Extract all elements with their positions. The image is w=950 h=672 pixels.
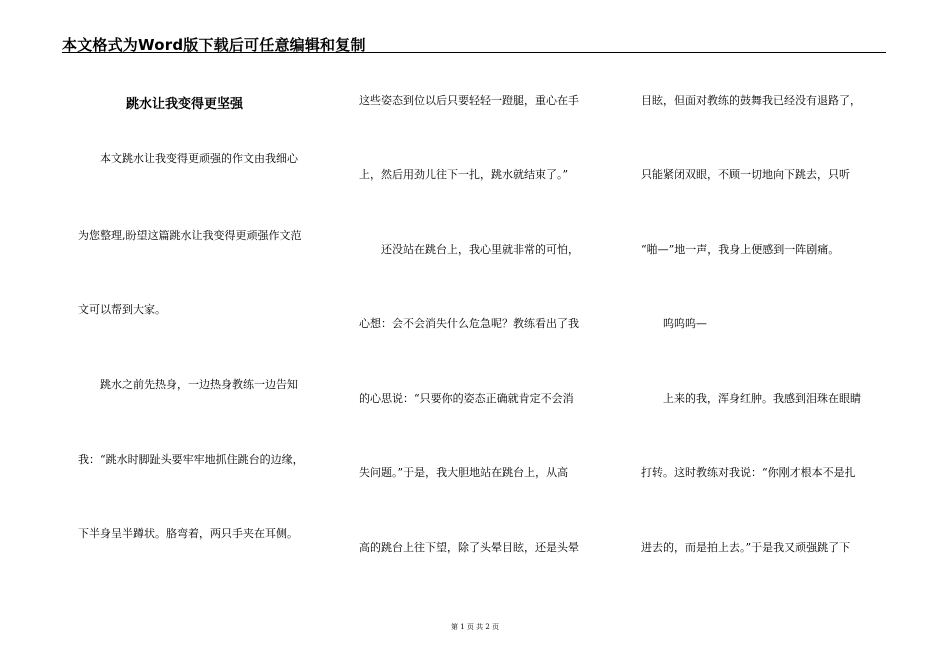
text-line: 高的跳台上往下望，除了头晕目眩，还是头晕 <box>359 541 579 554</box>
text-line: 跳水之前先热身，一边热身教练一边告知 <box>78 378 298 391</box>
text-column-1 <box>78 0 323 620</box>
text-line: 的心思说：“只要你的姿态正确就肯定不会消 <box>359 392 574 405</box>
text-line: 只能紧闭双眼，不顾一切地向下跳去，只听 <box>641 168 850 181</box>
text-line: 还没站在跳台上，我心里就非常的可怕， <box>359 243 579 256</box>
text-line: 下半身呈半蹲状。胳弯着，两只手夹在耳侧。 <box>78 527 298 540</box>
text-line: “啪—”地一声，我身上便感到一阵剧痛。 <box>641 243 840 256</box>
text-line: 我：“跳水时脚趾头要牢牢地抓住跳台的边缘， <box>78 453 304 466</box>
text-column-3 <box>641 0 886 620</box>
text-line: 上，然后用劲儿往下一扎，跳水就结束了。” <box>359 168 569 181</box>
text-line: 目眩，但面对教练的鼓舞我已经没有退路了， <box>641 94 861 107</box>
text-line: 文可以帮到大家。 <box>78 303 166 316</box>
text-line: 失问题。”于是，我大胆地站在跳台上，从高 <box>359 466 569 479</box>
text-line: 上来的我，浑身红肿。我感到泪珠在眼睛 <box>641 392 861 405</box>
text-line: 本文跳水让我变得更顽强的作文由我细心 <box>78 152 298 165</box>
text-line: 打转。这时教练对我说：“你刚才根本不是扎 <box>641 466 856 479</box>
text-line: 为您整理,盼望这篇跳水让我变得更顽强作文范 <box>78 229 302 242</box>
page-footer: 第 1 页 共 2 页 <box>450 623 500 631</box>
text-line: 这些姿态到位以后只要轻轻一蹬腿，重心在手 <box>359 94 579 107</box>
text-line: 进去的，而是拍上去。”于是我又顽强跳了下 <box>641 541 851 554</box>
text-line: 心想：会不会消失什么危急呢？教练看出了我 <box>359 317 579 330</box>
article-title: 跳水让我变得更坚强 <box>126 97 244 112</box>
text-column-2 <box>359 0 604 620</box>
text-line: 呜呜呜— <box>641 317 707 330</box>
header-text: 本文格式为Word版下载后可任意编辑和复制 <box>62 36 366 54</box>
